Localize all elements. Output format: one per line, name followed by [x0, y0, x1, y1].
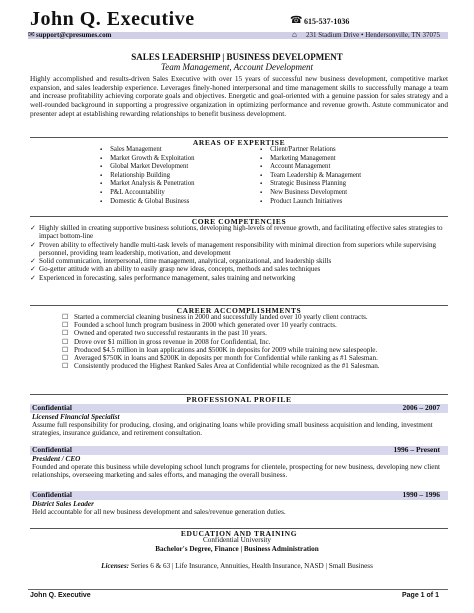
job-header-bar — [30, 404, 448, 413]
list-item: ▪ Client/Partner Relations — [260, 146, 420, 155]
headline: SALES LEADERSHIP | BUSINESS DEVELOPMENT — [131, 52, 343, 62]
section-title: EDUCATION AND TRAINING — [175, 529, 303, 538]
job-title: Licensed Financial Specialist — [32, 413, 120, 421]
page-number: Page 1 of 1 — [402, 592, 439, 599]
checkbox-icon: ☐ — [62, 313, 69, 321]
phone-number: 615-537-1036 — [304, 17, 350, 26]
check-icon: ✓ — [30, 224, 36, 232]
list-item: ☐ Produced $4.5 million in loan applications and $500K in deposits for 2009 while training new salespeople. — [62, 345, 378, 354]
list-item: ☐ Started a commercial cleaning business in 2000 and successfully landed over 10 yearly client contracts. — [62, 313, 368, 321]
section-professional-profile — [30, 389, 448, 404]
list-item: ▪ Marketing Management — [260, 155, 420, 164]
education-school: Confidential University — [202, 536, 272, 544]
check-icon: ✓ — [30, 240, 36, 249]
areas-column-right — [260, 146, 420, 206]
section-core-competencies — [30, 211, 448, 226]
list-item: ▪ Global Market Development — [100, 163, 260, 172]
list-item: ☐ Founded a school lunch program business in 2000 which generated over 10 yearly contracts. — [62, 321, 337, 330]
job-dates: 1996 – Present — [393, 445, 440, 454]
licenses-text: Series 6 & 63 | Life Insurance, Annuities, Health Insurance, NASD | Small Business — [129, 562, 373, 570]
list-item: ✓ Experienced in forecasting, sales performance management, sales training and networking — [30, 273, 296, 282]
list-item: ☐ Averaged $750K in loans and $200K in deposits per month for Confidential while ranking as #1 Salesman. — [62, 354, 378, 363]
list-item: ▪ Relationship Building — [100, 172, 260, 181]
street-address: 231 Stadium Drive • Hendersonville, TN 37075 — [306, 31, 440, 39]
checkbox-icon: ☐ — [62, 345, 69, 354]
list-item: ▪ Domestic & Global Business — [100, 198, 260, 207]
list-item: ☐ Drove over $1 million in gross revenue in 2008 for Confidential, Inc. — [62, 337, 271, 346]
job-header-bar — [30, 446, 448, 455]
subheadline: Team Management, Account Development — [161, 62, 313, 72]
checkbox-icon: ☐ — [62, 362, 69, 371]
company-name: Confidential — [32, 490, 73, 499]
list-item: ▪ Team Leadership & Management — [260, 172, 420, 181]
check-icon: ✓ — [30, 265, 36, 274]
list-item: ▪ Account Management — [260, 163, 420, 172]
job-header-bar — [30, 491, 448, 500]
job-dates: 2006 – 2007 — [402, 403, 440, 412]
list-item: ▪ Market Analysis & Penetration — [100, 180, 260, 189]
job-title: President / CEO — [32, 455, 81, 463]
list-item: ▪ Strategic Business Planning — [260, 180, 420, 189]
section-career-accomplishments — [30, 300, 448, 315]
checkbox-icon: ☐ — [62, 321, 69, 330]
list-item: ✓ Go-getter attitude with an ability to easily grasp new ideas, concepts, methods and sales techniques — [30, 265, 321, 274]
check-icon: ✓ — [30, 257, 36, 266]
footer-divider — [28, 589, 448, 590]
list-item: ▪ New Business Development — [260, 189, 420, 198]
list-item: ☐ Consistently produced the Highest Ranked Sales Area at Confidential while recognized as the #1 Salesman. — [62, 362, 380, 371]
job-entry — [30, 404, 448, 438]
checkbox-icon: ☐ — [62, 337, 69, 346]
list-item: ☐ Owned and operated two successful restaurants in the past 10 years. — [62, 329, 267, 338]
job-entry — [30, 491, 448, 516]
section-title: CORE COMPETENCIES — [186, 217, 293, 226]
accomplishments-list — [62, 313, 448, 370]
job-description: Assume full responsibility for producing, closing, and originating loans while providing small business acquisition and lending, investment strategies, insurance guidance, and retirement consultation. — [32, 421, 433, 438]
competencies-list — [30, 224, 448, 282]
list-item: ▪ Product Launch Initiatives — [260, 198, 420, 207]
section-areas-of-expertise — [30, 132, 448, 147]
job-entry — [30, 446, 448, 480]
licenses-label: Licenses: — [101, 562, 130, 570]
job-description: Held accountable for all new business development and sales/revenue generation duties. — [32, 508, 286, 517]
checkbox-icon: ☐ — [62, 329, 69, 338]
list-item: ✓ Proven ability to effectively handle multi-task levels of management responsibility with minimal direction from superiors while supervising personnel, providing team leadership, motivation, and development — [30, 240, 437, 257]
company-name: Confidential — [32, 445, 73, 454]
check-icon: ✓ — [30, 273, 36, 282]
mail-icon: ✉ — [28, 30, 35, 39]
list-item: ▪ Market Growth & Exploitation — [100, 155, 260, 164]
home-icon: ⌂ — [292, 30, 297, 39]
section-education — [30, 523, 448, 538]
section-title: PROFESSIONAL PROFILE — [180, 395, 297, 404]
job-title: District Sales Leader — [32, 500, 94, 508]
summary-paragraph: Highly accomplished and results-driven Sales Executive with over 15 years of successful new business development, competitive market expansion, and sales leadership experience. Leverages finely-honed interpersonal and time management skills to successfully manage a team and increase profitability achieving corporate goals and objectives. Energetic and goal-oriented with a genuine passion for sales strategy and a well-rounded background in supporting a progressive organization in optimizing performance and revenue growth. Astute communicator and presenter adept at establishing rewarding relationships to benefit business development. — [30, 74, 448, 118]
education-degree: Bachelor's Degree, Finance | Business Administration — [155, 545, 319, 553]
list-item: ✓ Highly skilled in creating supportive business solutions, developing high-levels of revenue growth, and facilitating effective sales strategies to impact bottom-line — [30, 224, 443, 241]
areas-column-left — [100, 146, 260, 206]
section-title: AREAS OF EXPERTISE — [187, 138, 291, 147]
email-address: support@cpresumes.com — [36, 31, 112, 39]
checkbox-icon: ☐ — [62, 354, 69, 363]
list-item: ✓ Solid communication, interpersonal, time management, analytical, organizational, and leadership skills — [30, 257, 332, 266]
list-item: ▪ P&L Accountability — [100, 189, 260, 198]
job-description: Founded and operate this business while developing school lunch programs for clientele, prospecting for new business, developing new client relationships, overseeing marketing and sales efforts, and managing the overall business. — [32, 463, 440, 480]
job-dates: 1990 – 1996 — [402, 490, 440, 499]
phone-icon: ☎ — [290, 15, 303, 26]
footer-name: John Q. Executive — [30, 592, 91, 599]
list-item: ▪ Sales Management — [100, 146, 260, 155]
company-name: Confidential — [32, 403, 73, 412]
licenses-line — [0, 562, 474, 570]
candidate-name: John Q. Executive — [30, 8, 195, 30]
section-title: CAREER ACCOMPLISHMENTS — [171, 306, 308, 315]
